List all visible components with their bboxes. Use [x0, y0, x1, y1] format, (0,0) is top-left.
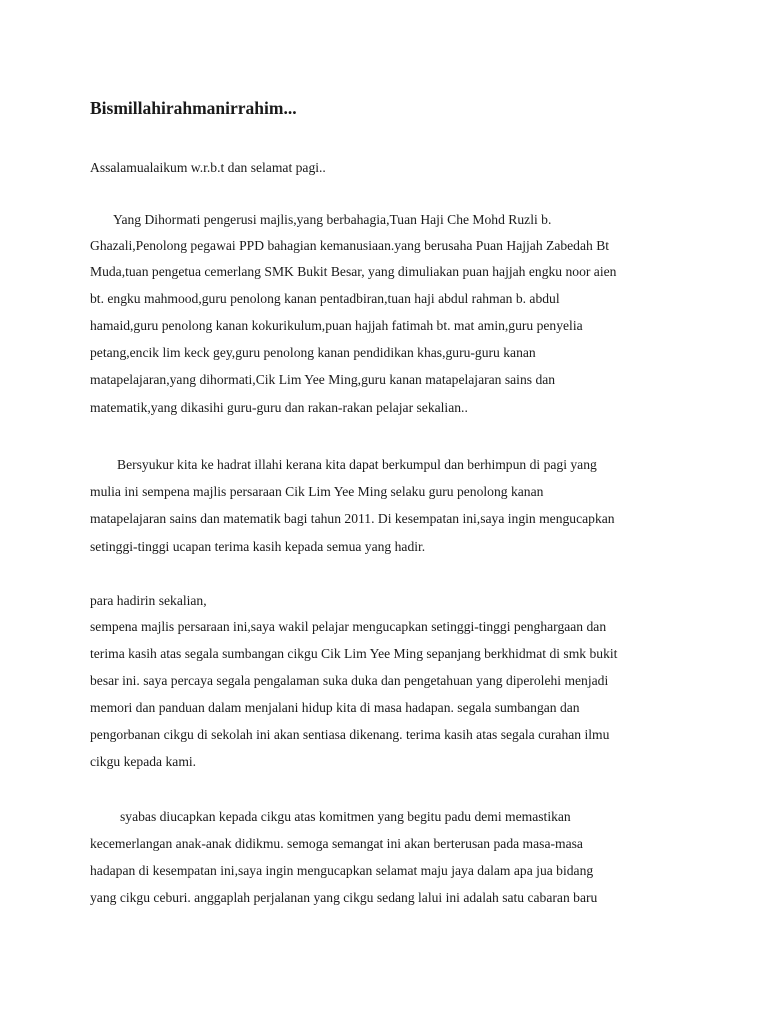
paragraph-line: Bersyukur kita ke hadrat illahi kerana kita dapat berkumpul dan berhimpun di pagi yang — [117, 457, 597, 472]
paragraph-line: memori dan panduan dalam menjalani hidup kita di masa hadapan. segala sumbangan dan — [90, 700, 580, 715]
paragraph-line: para hadirin sekalian, — [90, 593, 207, 608]
paragraph-line: mulia ini sempena majlis persaraan Cik Lim Yee Ming selaku guru penolong kanan — [90, 484, 544, 499]
paragraph-line: terima kasih atas segala sumbangan cikgu Cik Lim Yee Ming sepanjang berkhidmat di smk bukit — [90, 646, 618, 661]
paragraph-line: matapelajaran sains dan matematik bagi tahun 2011. Di kesempatan ini,saya ingin mengucapkan — [90, 511, 615, 526]
paragraph-line: yang cikgu ceburi. anggaplah perjalanan yang cikgu sedang lalui ini adalah satu cabaran baru — [90, 890, 598, 905]
document-title: Bismillahirahmanirrahim... — [90, 98, 297, 118]
paragraph-line: Yang Dihormati pengerusi majlis,yang berbahagia,Tuan Haji Che Mohd Ruzli b. — [113, 212, 552, 227]
paragraph-line: sempena majlis persaraan ini,saya wakil pelajar mengucapkan setinggi-tinggi penghargaan dan — [90, 619, 607, 634]
paragraph-line: matapelajaran,yang dihormati,Cik Lim Yee Ming,guru kanan matapelajaran sains dan — [90, 372, 556, 387]
paragraph-line: besar ini. saya percaya segala pengalaman suka duka dan pengetahuan yang diperolehi menjadi — [90, 673, 609, 688]
paragraph-line: cikgu kepada kami. — [90, 754, 197, 769]
paragraph-line: kecemerlangan anak-anak didikmu. semoga semangat ini akan berterusan pada masa-masa — [90, 836, 583, 851]
paragraph-line: bt. engku mahmood,guru penolong kanan pentadbiran,tuan haji abdul rahman b. abdul — [90, 291, 560, 306]
paragraph-line: setinggi-tinggi ucapan terima kasih kepada semua yang hadir. — [90, 539, 426, 554]
greeting-line: Assalamualaikum w.r.b.t dan selamat pagi.. — [90, 160, 326, 175]
paragraph-line: Ghazali,Penolong pegawai PPD bahagian kemanusiaan.yang berusaha Puan Hajjah Zabedah Bt — [90, 238, 610, 253]
paragraph-line: syabas diucapkan kepada cikgu atas komitmen yang begitu padu demi memastikan — [120, 809, 571, 824]
paragraph-line: petang,encik lim keck gey,guru penolong kanan pendidikan khas,guru-guru kanan — [90, 345, 536, 360]
paragraph-line: pengorbanan cikgu di sekolah ini akan sentiasa dikenang. terima kasih atas segala curahan ilmu — [90, 727, 610, 742]
paragraph-line: Muda,tuan pengetua cemerlang SMK Bukit Besar, yang dimuliakan puan hajjah engku noor aien — [90, 264, 617, 279]
paragraph-line: matematik,yang dikasihi guru-guru dan rakan-rakan pelajar sekalian.. — [90, 400, 468, 415]
paragraph-line: hadapan di kesempatan ini,saya ingin mengucapkan selamat maju jaya dalam apa jua bidang — [90, 863, 594, 878]
paragraph-line: hamaid,guru penolong kanan kokurikulum,puan hajjah fatimah bt. mat amin,guru penyelia — [90, 318, 583, 333]
